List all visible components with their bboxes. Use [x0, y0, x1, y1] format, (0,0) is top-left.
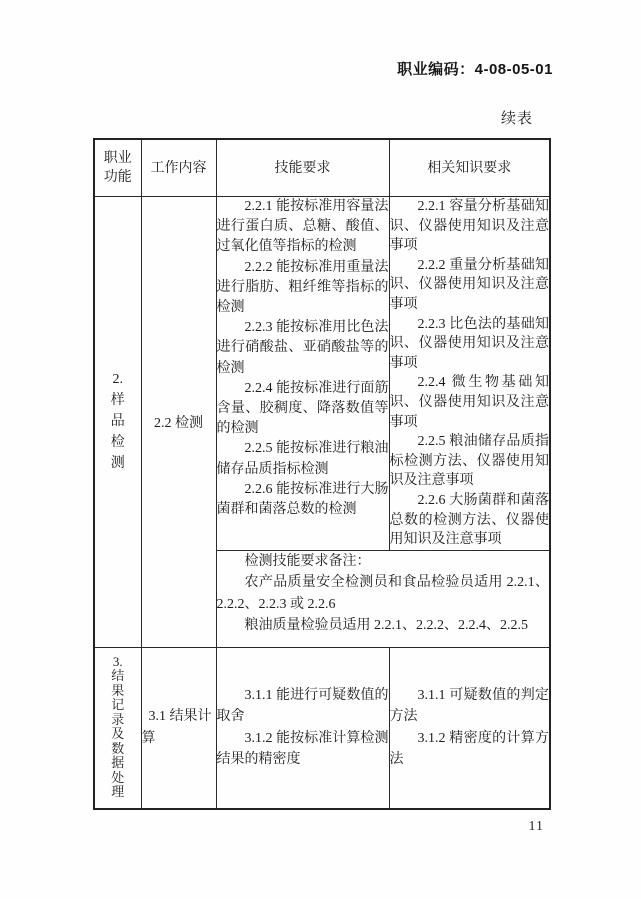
note-line: 农产品质量安全检测员和食品检验员适用 2.2.1、2.2.2、2.2.3 或 2.2.6 — [216, 575, 549, 612]
note-title: 检测技能要求备注： — [244, 553, 371, 569]
work-content-cell — [141, 647, 216, 809]
knowledge-item: 3.1.2 精密度的计算方法 — [389, 730, 549, 768]
header-knowledge-requirements: 相关知识要求 — [389, 139, 550, 197]
knowledge-item: 2.2.3 比色法的基础知识、仪器使用知识及注意事项 — [389, 316, 549, 371]
header-occupational-function: 职业功能 — [94, 139, 141, 197]
occupation-code: 职业编码：4-08-05-01 — [397, 61, 553, 78]
header-work-content: 工作内容 — [141, 139, 216, 197]
vertical-function-label: 3. 结果记录及数据处理 — [111, 653, 125, 800]
knowledge-cell — [389, 647, 550, 809]
function-cell-result-recording — [94, 647, 141, 809]
vertical-function-label: 2. 样品检测 — [110, 372, 125, 472]
skill-item: 2.2.1 能按标准用容量法进行蛋白质、总糖、酸值、过氧化值等指标的检测 — [216, 199, 389, 255]
skill-item: 2.2.2 能按标准用重量法进行脂肪、粗纤维等指标的检测 — [216, 259, 389, 316]
skill-item: 2.2.3 能按标准用比色法进行硝酸盐、亚硝酸盐等的检测 — [216, 320, 389, 376]
page-number: 11 — [528, 819, 544, 834]
knowledge-item: 2.2.1 容量分析基础知识、仪器使用知识及注意事项 — [389, 199, 549, 254]
knowledge-item: 2.2.5 粮油储存品质指标检测方法、仪器使用知识及注意事项 — [389, 434, 549, 489]
continued-table-label: 续表 — [500, 111, 533, 127]
knowledge-cell — [389, 197, 550, 551]
skills-cell — [216, 197, 389, 551]
table-header-row — [94, 139, 550, 197]
header-skill-requirements: 技能要求 — [216, 139, 389, 197]
table-row — [94, 647, 550, 809]
work-content-label: 3.1 结果计算 — [141, 708, 212, 746]
work-content-label: 2.2 检测 — [154, 415, 203, 431]
skill-item: 3.1.1 能进行可疑数值的取舍 — [216, 687, 389, 725]
skill-item: 2.2.4 能按标准进行面筋含量、胶稠度、降落数值等的检测 — [216, 380, 389, 437]
work-content-cell — [141, 197, 216, 648]
testing-note-cell — [216, 550, 550, 647]
skills-cell — [216, 647, 389, 809]
note-line: 粮油质量检验员适用 2.2.1、2.2.2、2.2.4、2.2.5 — [244, 618, 528, 634]
skill-item: 3.1.2 能按标准计算检测结果的精密度 — [216, 730, 389, 768]
knowledge-item: 2.2.2 重量分析基础知识、仪器使用知识及注意事项 — [389, 257, 549, 312]
knowledge-item: 2.2.6 大肠菌群和菌落总数的检测方法、仪器使用知识及注意事项 — [389, 492, 549, 548]
skill-item: 2.2.5 能按标准进行粮油储存品质指标检测 — [216, 441, 389, 477]
skill-item: 2.2.6 能按标准进行大肠菌群和菌落总数的检测 — [216, 481, 389, 518]
function-cell-sample-testing — [94, 197, 141, 648]
knowledge-item: 2.2.4 微生物基础知识、仪器使用知识及注意事项 — [389, 375, 549, 430]
occupational-standard-table — [93, 138, 551, 810]
table-row — [94, 197, 550, 551]
knowledge-item: 3.1.1 可疑数值的判定方法 — [389, 687, 549, 725]
